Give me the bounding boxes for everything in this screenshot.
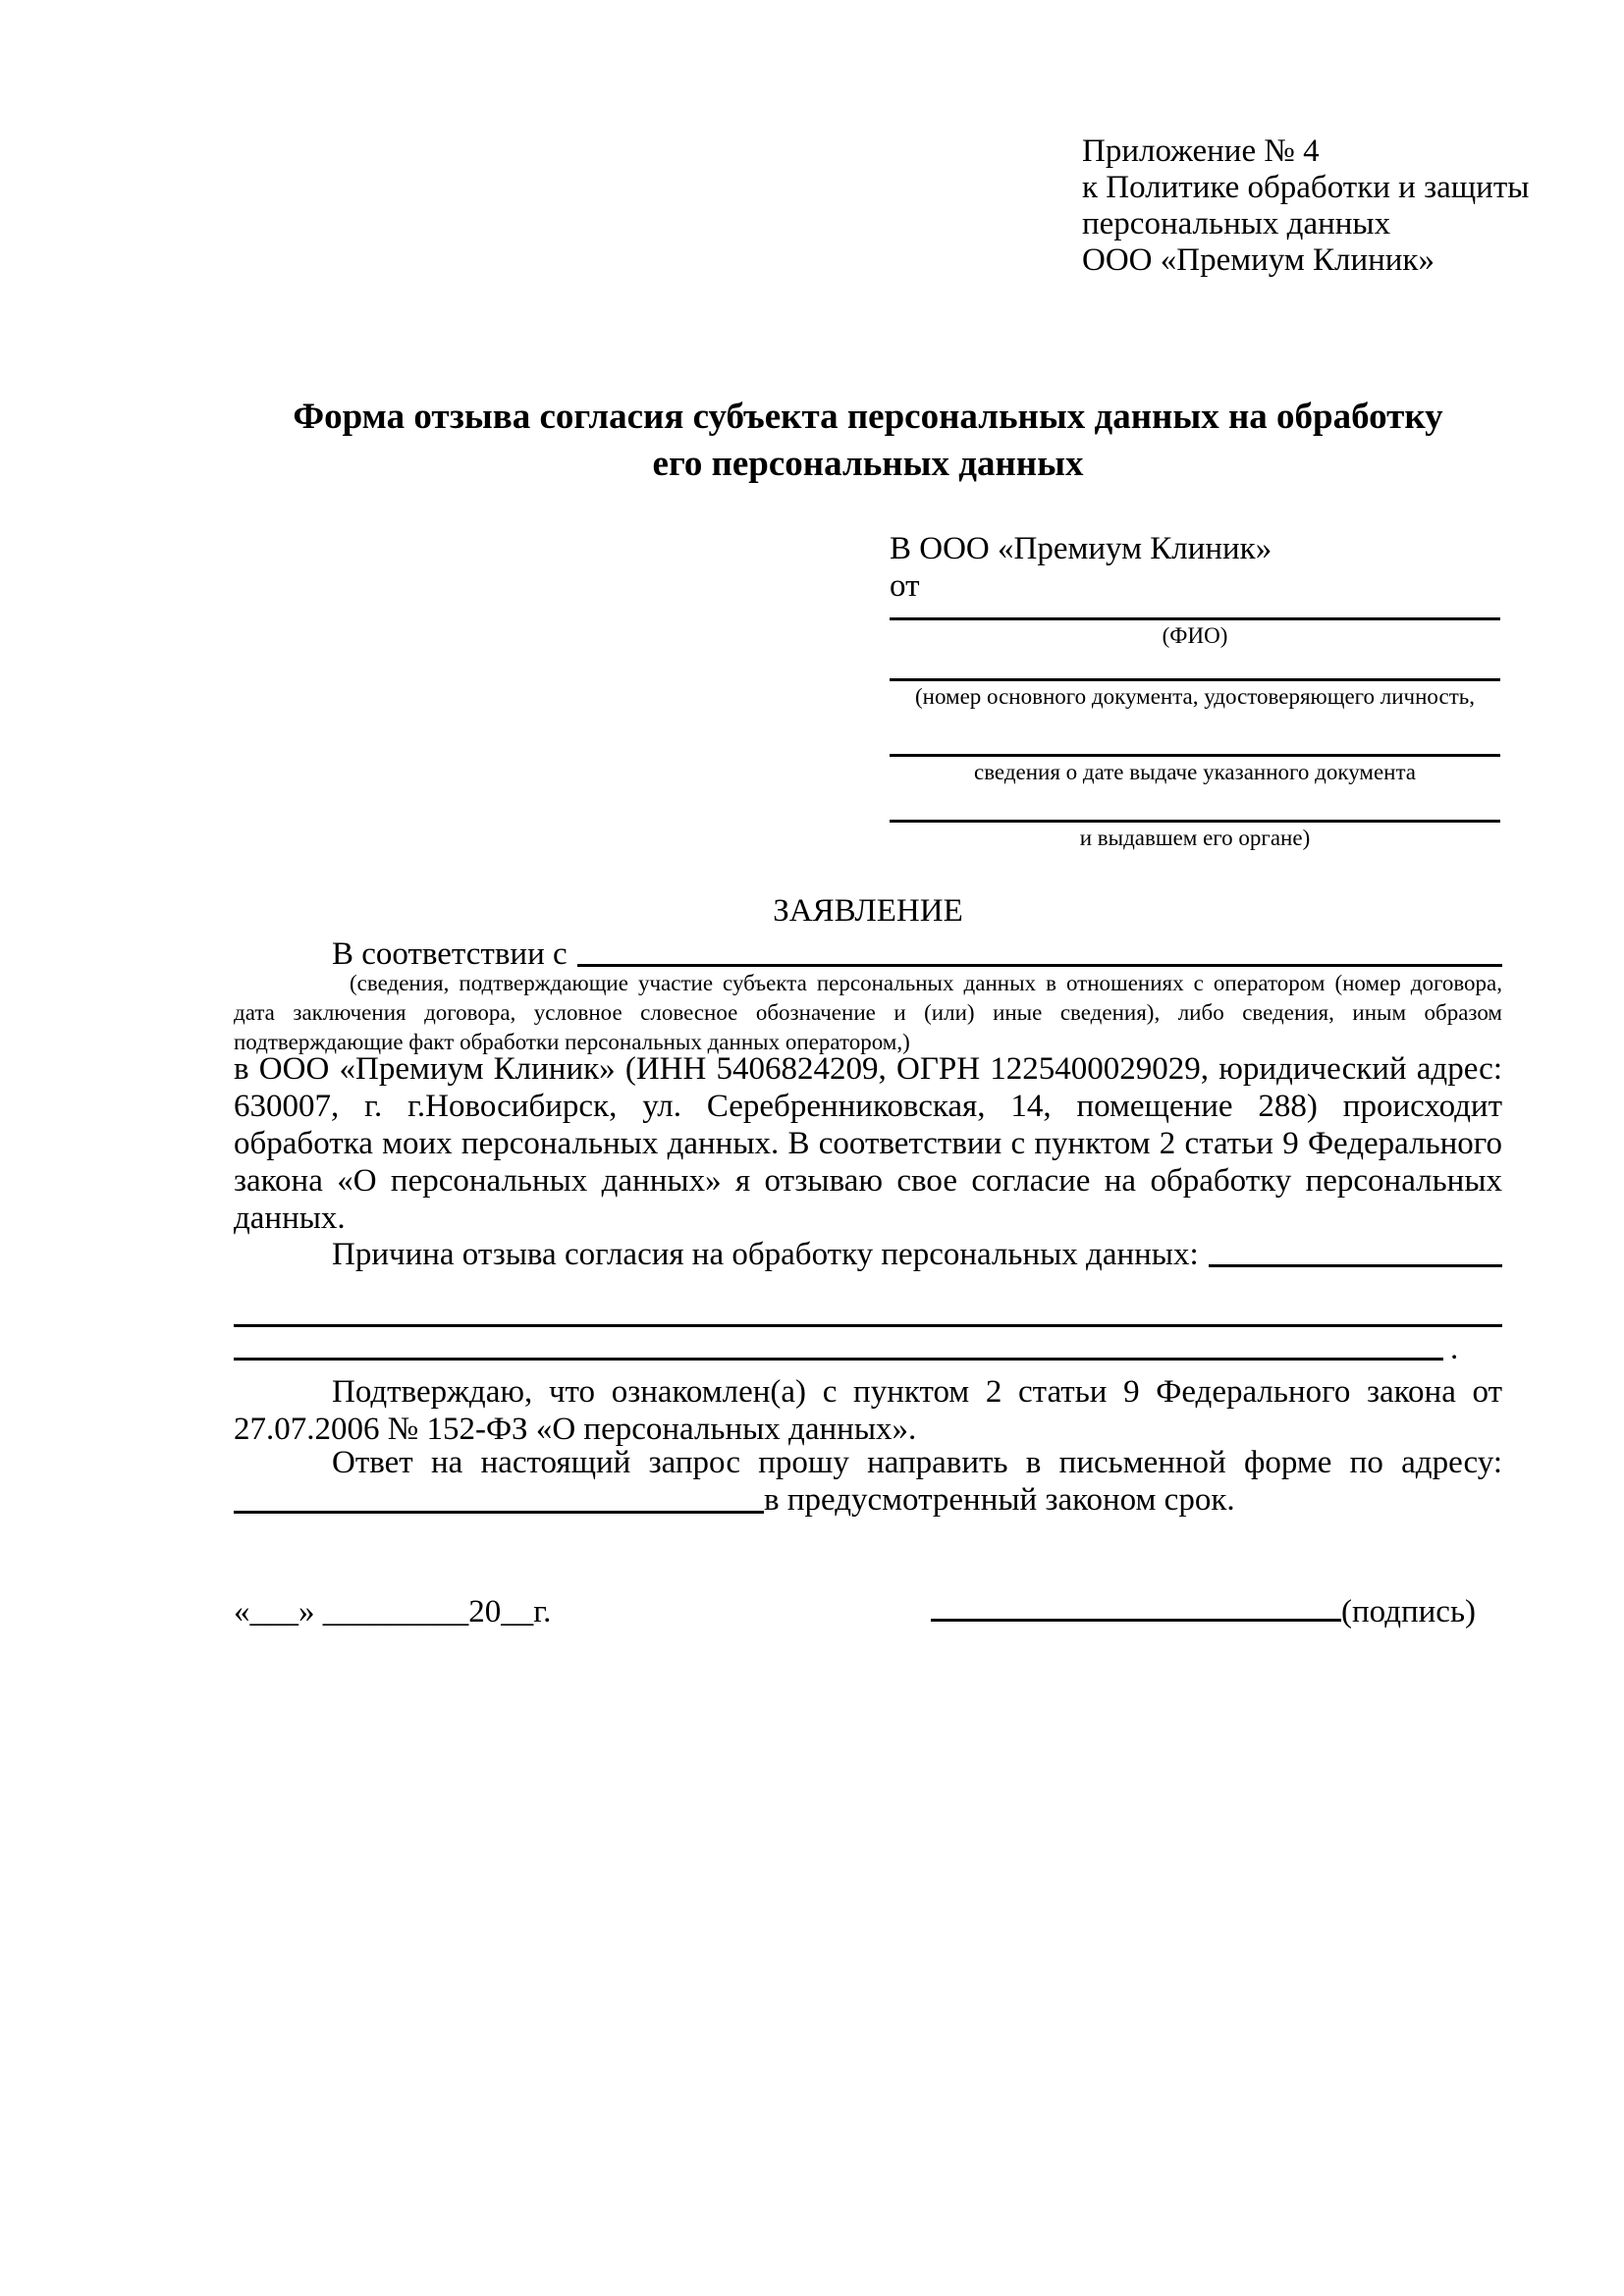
- signature-caption: (подпись): [1341, 1594, 1476, 1629]
- fio-blank-line: [890, 617, 1500, 620]
- doc-date-blank-line: [890, 754, 1500, 757]
- form-title-line-2: его персональных данных: [652, 444, 1084, 484]
- reply-suffix-text: в предусмотренный законом срок.: [764, 1482, 1235, 1518]
- doc-number-blank-line: [890, 678, 1500, 681]
- signature-date-line: «___» _________20__г.: [234, 1594, 552, 1629]
- reason-label: Причина отзыва согласия на обработку персональных данных:: [332, 1237, 1199, 1272]
- doc-issuer-blank-line: [890, 820, 1500, 823]
- fio-caption: (ФИО): [1162, 623, 1228, 648]
- appendix-header: [1082, 133, 1529, 279]
- form-title: [234, 394, 1502, 488]
- addressee-to-line: В ООО «Премиум Клиник»: [890, 531, 1272, 566]
- appendix-policy-line-1: к Политике обработки и защиты: [1082, 170, 1530, 205]
- confirmation-paragraph: Подтверждаю, что ознакомлен(а) с пунктом 2 статьи 9 Федерального закона от 27.07.2006 № 152-ФЗ «О персональных данных».: [234, 1374, 1502, 1447]
- statement-heading: ЗАЯВЛЕНИЕ: [773, 893, 963, 929]
- reply-request-paragraph: Ответ на настоящий запрос прошу направить в письменной форме по адресу:: [332, 1445, 1502, 1480]
- reply-address-blank-line: [234, 1481, 764, 1514]
- reason-blank-line: [1209, 1236, 1502, 1267]
- doc-number-caption: (номер основного документа, удостоверяющего личность,: [914, 684, 1475, 709]
- statement-body-paragraph: в ООО «Премиум Клиник» (ИНН 5406824209, ОГРН 1225400029029, юридический адрес: 630007, г. г.Новосибирск, ул. Серебренниковская, 14, помещение 288) происходит обработка моих персональных данных. В соответствии с пунктом 2 статьи 9 Федерального закона «О персональных данных» я отзываю свое согласие на обработку персональных данных.: [234, 1051, 1502, 1236]
- doc-date-caption: сведения о дате выдаче указанного документа: [973, 760, 1417, 784]
- appendix-company-line: ООО «Премиум Клиник»: [1082, 242, 1435, 278]
- addressee-from-label: от: [890, 568, 920, 604]
- reason-line: [234, 1236, 1502, 1273]
- reason-extra-blank-line-1: [234, 1324, 1502, 1327]
- fine-print-note: (сведения, подтверждающие участие субъекта персональных данных в отношениях с оператором (номер договора, дата заключения договора, условное словесное обозначение и (или) иные сведения), либо сведения, иным образом подтверждающие факт обработки персональных данных оператором,): [234, 971, 1502, 1054]
- accordance-prefix: В соответствии с: [332, 936, 568, 972]
- signature-blank-line: [931, 1619, 1341, 1622]
- appendix-policy-line-2: персональных данных: [1082, 206, 1391, 241]
- accordance-line: [234, 935, 1502, 973]
- accordance-blank-line: [577, 935, 1502, 967]
- reply-address-line: [234, 1481, 1502, 1519]
- reason-extra-blank-line-2: [234, 1358, 1443, 1361]
- appendix-number-line: Приложение № 4: [1082, 133, 1320, 169]
- blank-line-terminator: .: [1450, 1331, 1459, 1366]
- doc-issuer-caption: и выдавшем его органе): [1079, 826, 1311, 850]
- form-title-line-1: Форма отзыва согласия субъекта персональных данных на обработку: [293, 397, 1443, 437]
